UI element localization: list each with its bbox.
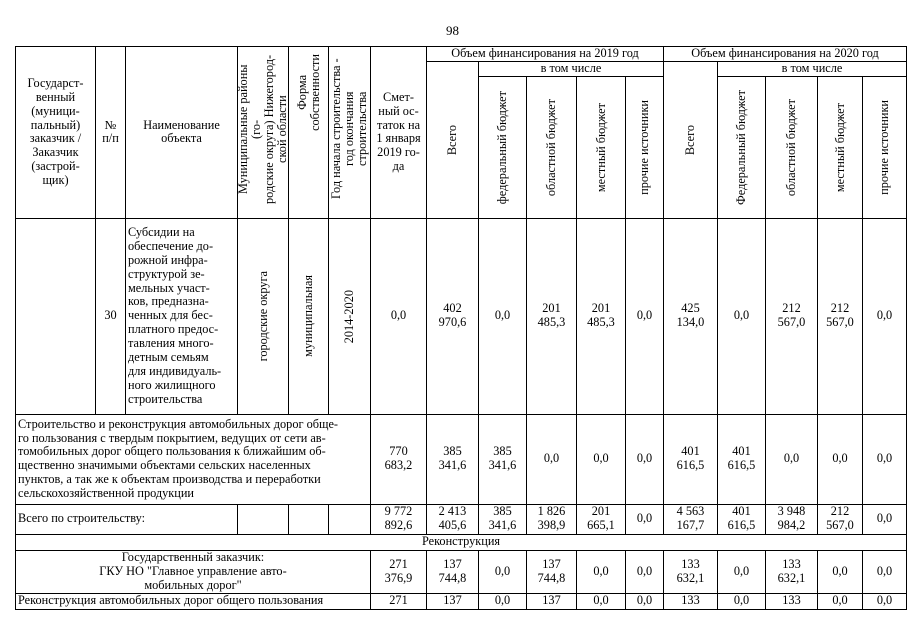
- header-total-2019-text: Всего: [445, 124, 459, 155]
- financing-table: [15, 46, 907, 610]
- cell-other-2020: 0,0: [863, 550, 907, 593]
- cell-roads-label: Строительство и реконструкция автомобильных дорог обще- го пользования с твердым покрытием, ведущих от сети ав- томобильных дорог общего пользования к ближайшим об- щественно значимыми объектами сельских населенных пунктов, а так же к объектам производства и переработки сельскохозяйственной продукции: [16, 414, 371, 504]
- cell-years: [329, 218, 371, 414]
- header-regional-2019-text: областной бюджет: [544, 98, 558, 196]
- cell-estimate: 9 772 892,6: [371, 504, 427, 534]
- header-regional-2020-text: областной бюджет: [784, 98, 798, 196]
- cell-regional-2020: 133: [766, 593, 818, 609]
- cell-empty: [329, 504, 371, 534]
- cell-empty: [238, 504, 289, 534]
- cell-other-2020: 0,0: [863, 218, 907, 414]
- table-row: [16, 504, 907, 534]
- header-federal-2020: [718, 76, 766, 218]
- cell-recon-roads-label: Реконструкция автомобильных дорог общего пользования: [16, 593, 371, 609]
- header-local-2019: [577, 76, 626, 218]
- cell-total-2020: 425 134,0: [664, 218, 718, 414]
- cell-district-text: городские округа: [255, 271, 270, 362]
- header-other-2020-text: прочие источники: [877, 99, 891, 195]
- cell-total-2020: 133: [664, 593, 718, 609]
- header-object-name: Наименование объекта: [126, 47, 238, 219]
- cell-total-2019: 385 341,6: [427, 414, 479, 504]
- cell-regional-2019: 1 826 398,9: [527, 504, 577, 534]
- cell-total-2020: 4 563 167,7: [664, 504, 718, 534]
- header-funding-2019: Объем финансирования на 2019 год: [427, 47, 664, 62]
- cell-local-2020: 0,0: [818, 593, 863, 609]
- cell-other-2019: 0,0: [626, 218, 664, 414]
- section-reconstruction: Реконструкция: [16, 534, 907, 550]
- cell-local-2019: 201 665,1: [577, 504, 626, 534]
- cell-regional-2020: 3 948 984,2: [766, 504, 818, 534]
- cell-estimate: 770 683,2: [371, 414, 427, 504]
- cell-federal-2019: 0,0: [479, 593, 527, 609]
- cell-total-2019: 137: [427, 593, 479, 609]
- cell-federal-2019: 0,0: [479, 550, 527, 593]
- table-row: [16, 550, 907, 593]
- cell-estimate: 271 376,9: [371, 550, 427, 593]
- cell-regional-2019: 137: [527, 593, 577, 609]
- header-district: [238, 47, 289, 219]
- cell-number: 30: [96, 218, 126, 414]
- header-regional-2019: [527, 76, 577, 218]
- cell-other-2019: 0,0: [626, 550, 664, 593]
- header-federal-2020-text: Федеральный бюджет: [734, 89, 748, 205]
- cell-total-2020: 401 616,5: [664, 414, 718, 504]
- header-row-1: [16, 47, 907, 62]
- cell-district: [238, 218, 289, 414]
- cell-other-2020: 0,0: [863, 414, 907, 504]
- header-regional-2020: [766, 76, 818, 218]
- cell-other-2020: 0,0: [863, 593, 907, 609]
- cell-regional-2020: 133 632,1: [766, 550, 818, 593]
- cell-regional-2020: 0,0: [766, 414, 818, 504]
- cell-total-2019: 2 413 405,6: [427, 504, 479, 534]
- cell-local-2020: 212 567,0: [818, 218, 863, 414]
- header-ownership: [289, 47, 329, 219]
- header-local-2020: [818, 76, 863, 218]
- cell-ownership: [289, 218, 329, 414]
- header-federal-2019-text: федеральный бюджет: [495, 90, 509, 204]
- cell-local-2020: 0,0: [818, 550, 863, 593]
- page-number: 98: [446, 23, 459, 38]
- cell-local-2020: 0,0: [818, 414, 863, 504]
- cell-regional-2019: 0,0: [527, 414, 577, 504]
- cell-estimate: 0,0: [371, 218, 427, 414]
- header-including-2019: в том числе: [479, 61, 664, 76]
- cell-federal-2020: 0,0: [718, 593, 766, 609]
- header-local-2020-text: местный бюджет: [832, 102, 847, 192]
- cell-other-2019: 0,0: [626, 414, 664, 504]
- header-district-text: Муниципальные районы (го- родские округа) Нижегород- ской области: [236, 54, 289, 204]
- cell-federal-2020: 0,0: [718, 550, 766, 593]
- cell-ownership-text: муниципальная: [301, 275, 315, 358]
- cell-local-2019: 0,0: [577, 414, 626, 504]
- cell-gku-label: Государственный заказчик: ГКУ НО "Главное управление авто- мобильных дорог": [16, 550, 371, 593]
- section-row: [16, 534, 907, 550]
- table-row: [16, 218, 907, 414]
- cell-federal-2020: 401 616,5: [718, 414, 766, 504]
- cell-federal-2019: 0,0: [479, 218, 527, 414]
- header-total-2019: [427, 61, 479, 218]
- cell-federal-2020: 0,0: [718, 218, 766, 414]
- cell-regional-2020: 212 567,0: [766, 218, 818, 414]
- cell-estimate: 271: [371, 593, 427, 609]
- cell-federal-2019: 385 341,6: [479, 504, 527, 534]
- cell-other-2020: 0,0: [863, 504, 907, 534]
- cell-local-2020: 212 567,0: [818, 504, 863, 534]
- header-other-2019: [626, 76, 664, 218]
- cell-total-2020: 133 632,1: [664, 550, 718, 593]
- cell-object-name: Субсидии на обеспечение до- рожной инфра- структурой зе- мельных участ- ков, предназна- ченных для бес- платного предос- тавления много- детным семьям для индивидуаль- ного жилищного строительства: [126, 218, 238, 414]
- header-number: № п/п: [96, 47, 126, 219]
- cell-local-2019: 201 485,3: [577, 218, 626, 414]
- cell-other-2019: 0,0: [626, 504, 664, 534]
- cell-federal-2020: 401 616,5: [718, 504, 766, 534]
- table-row: [16, 593, 907, 609]
- cell-local-2019: 0,0: [577, 593, 626, 609]
- header-customer: Государст- венный (муници- пальный) заказчик / Заказчик (застрой- щик): [16, 47, 96, 219]
- table-row: [16, 414, 907, 504]
- cell-federal-2019: 385 341,6: [479, 414, 527, 504]
- header-federal-2019: [479, 76, 527, 218]
- cell-customer: [16, 218, 96, 414]
- cell-other-2019: 0,0: [626, 593, 664, 609]
- cell-regional-2019: 137 744,8: [527, 550, 577, 593]
- header-other-2019-text: прочие источники: [637, 99, 651, 195]
- cell-years-text: 2014-2020: [342, 289, 356, 343]
- header-years-text: Год начала строительства - год окончания строительства: [329, 59, 369, 200]
- header-estimate: Смет- ный ос- таток на 1 января 2019 го- да: [371, 47, 427, 219]
- cell-empty: [289, 504, 329, 534]
- header-other-2020: [863, 76, 907, 218]
- header-ownership-text: Форма собственности: [294, 54, 322, 132]
- header-including-2020: в том числе: [718, 61, 907, 76]
- header-local-2019-text: местный бюджет: [593, 102, 608, 192]
- header-funding-2020: Объем финансирования на 2020 год: [664, 47, 907, 62]
- header-years: [329, 47, 371, 219]
- header-total-2020: [664, 61, 718, 218]
- cell-total-2019: 137 744,8: [427, 550, 479, 593]
- cell-regional-2019: 201 485,3: [527, 218, 577, 414]
- cell-total-2019: 402 970,6: [427, 218, 479, 414]
- cell-total-label: Всего по строительству:: [16, 504, 238, 534]
- header-total-2020-text: Всего: [683, 124, 697, 155]
- cell-local-2019: 0,0: [577, 550, 626, 593]
